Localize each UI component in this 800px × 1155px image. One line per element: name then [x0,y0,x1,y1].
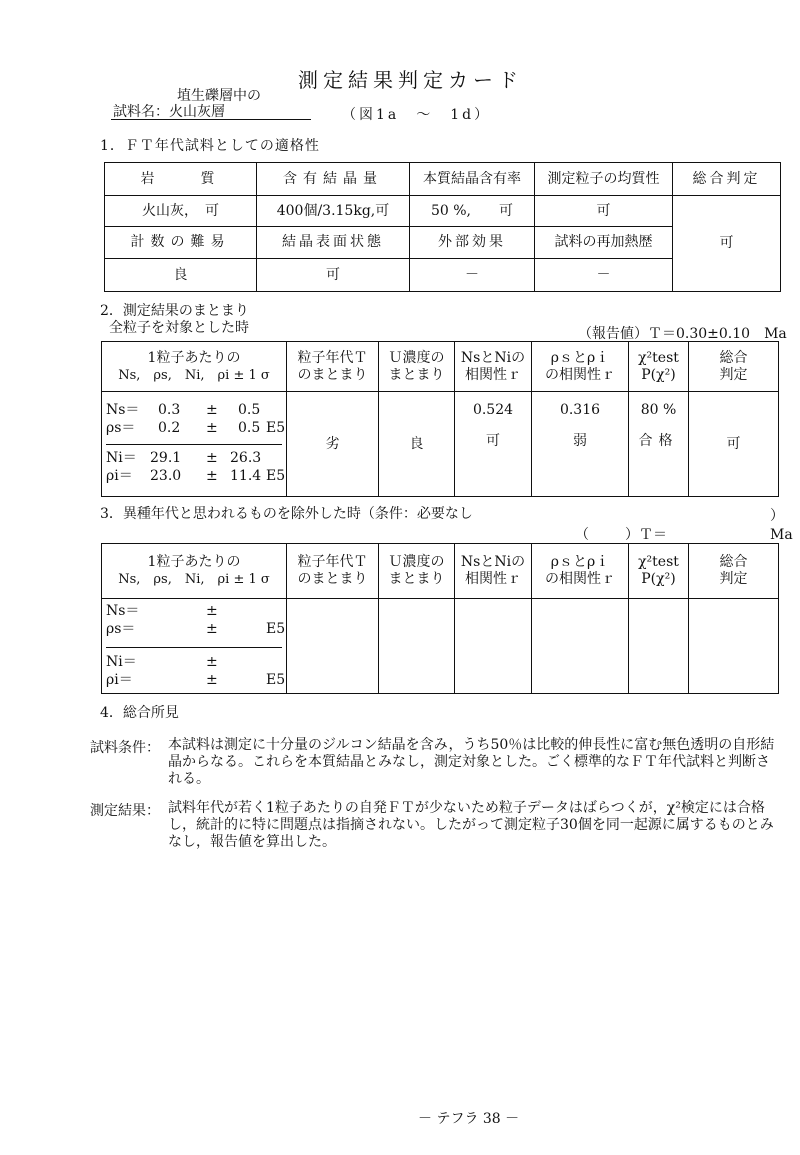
chi-square-test: 80 % 合格 [629,392,689,497]
section2-report-value: （報告値）Ｔ＝0.30±0.10 Ma [578,326,787,342]
col-header-per-grain: 1粒子あたりの Ns, ρs, Ni, ρi ± 1 σ [102,342,287,392]
value-essential-ratio: 50 %, 可 [410,196,535,227]
header-counting: 計数の難易 [105,227,257,259]
header-rock-type: 岩 質 [105,163,257,196]
ns-ni-correlation-empty [455,599,532,694]
col-header-overall: 総合 判定 [689,544,779,599]
value-homogeneity: 可 [535,196,673,227]
chi-square-empty [629,599,689,694]
ps-pi-correlation-empty [532,599,629,694]
header-homogeneity: 測定粒子の均質性 [535,163,673,196]
ps-pi-correlation: 0.316 弱 [532,392,629,497]
results-table-all [101,341,779,497]
conditions-label: 試料条件： [90,740,160,756]
col-header-chi-test: χ²test P(χ²) [629,544,689,599]
grain-statistics-excluded: Ns＝ ± ρs＝ ± E5 Ni＝ ± ρi＝ ± E5 [102,599,287,694]
header-surface: 結晶表面状態 [257,227,410,259]
col-header-ps-pi-r: ρｓとρｉ の相関性ｒ [532,544,629,599]
results-label: 測定結果： [90,803,160,819]
figure-reference: （図1a ～ 1d） [342,107,492,123]
value-counting: 良 [105,259,257,292]
section3-report-unit: Ma [770,527,793,543]
results-table-excluded [101,543,779,694]
header-essential-ratio: 本質結晶含有率 [410,163,535,196]
page-number: － テフラ 38 － [418,1111,520,1127]
section2-subheading: 全粒子を対象とした時 [109,320,249,336]
value-external: － [410,259,535,292]
sample-name: 試料名：火山灰層 [113,104,225,120]
grain-statistics: Ns＝ 0.3 ± 0.5 ρs＝ 0.2 ± 0.5 E5 Ni＝ 29.1 ± 26.3 ρi＝ 23.0 ± 11.4 E5 [102,392,287,497]
ns-ni-correlation: 0.524 可 [455,392,532,497]
section3-close-paren: ） [770,508,784,524]
card-title: 測定結果判定カード [298,68,523,92]
u-grouping-empty [379,599,455,694]
value-crystal-content: 400個/3.15kg,可 [257,196,410,227]
header-external: 外部効果 [410,227,535,259]
section2-heading: 2．測定結果のまとまり [100,303,249,319]
suitability-table [104,162,781,292]
header-reheating: 試料の再加熱歴 [535,227,673,259]
col-header-chi-test: χ²test P(χ²) [629,342,689,392]
col-header-ns-ni-r: NsとNiの 相関性ｒ [455,544,532,599]
col-header-u-grouping: Ｕ濃度の まとまり [379,342,455,392]
section3-heading: 3．異種年代と思われるものを除外した時（条件：必要なし [100,506,473,522]
header-crystal-content: 含有結晶量 [257,163,410,196]
section1-heading: 1．ＦＴ年代試料としての適格性 [100,138,320,154]
u-grouping-value: 良 [379,392,455,497]
col-header-per-grain: 1粒子あたりの Ns, ρs, Ni, ρi ± 1 σ [102,544,287,599]
sample-label-line1: 埴生礫層中の [177,88,261,104]
value-reheating: － [535,259,673,292]
section4-heading: 4．総合所見 [100,705,179,721]
col-header-ps-pi-r: ρｓとρｉ の相関性ｒ [532,342,629,392]
col-header-age-grouping: 粒子年代Ｔ のまとまり [287,342,379,392]
header-overall: 総合判定 [673,163,781,196]
col-header-u-grouping: Ｕ濃度の まとまり [379,544,455,599]
section3-report-t: ）Ｔ＝ [625,527,667,543]
conditions-text: 本試料は測定に十分量のジルコン結晶を含み，うち50％は比較的伸長性に富む無色透明の自形結晶からなる。これらを本質結晶とみなし，測定対象とした。ごく標準的なＦＴ年代試料と判断される。 [168,737,775,787]
section3-report-open: （ [575,527,589,543]
value-overall: 可 [673,196,781,292]
overall-empty [689,599,779,694]
col-header-ns-ni-r: NsとNiの 相関性ｒ [455,342,532,392]
sample-underline [111,119,311,120]
col-header-age-grouping: 粒子年代Ｔ のまとまり [287,544,379,599]
results-text: 試料年代が若く1粒子あたりの自発ＦＴが少ないため粒子データはばらつくが，χ²検定には合格し，統計的に特に問題点は指摘されない。したがって測定粒子30個を同一起源に属するものとみなし，報告値を算出した。 [168,800,774,850]
col-header-overall: 総合 判定 [689,342,779,392]
results-overall: 可 [689,392,779,497]
value-surface: 可 [257,259,410,292]
age-grouping-value: 劣 [287,392,379,497]
value-rock-type: 火山灰， 可 [105,196,257,227]
age-grouping-empty [287,599,379,694]
